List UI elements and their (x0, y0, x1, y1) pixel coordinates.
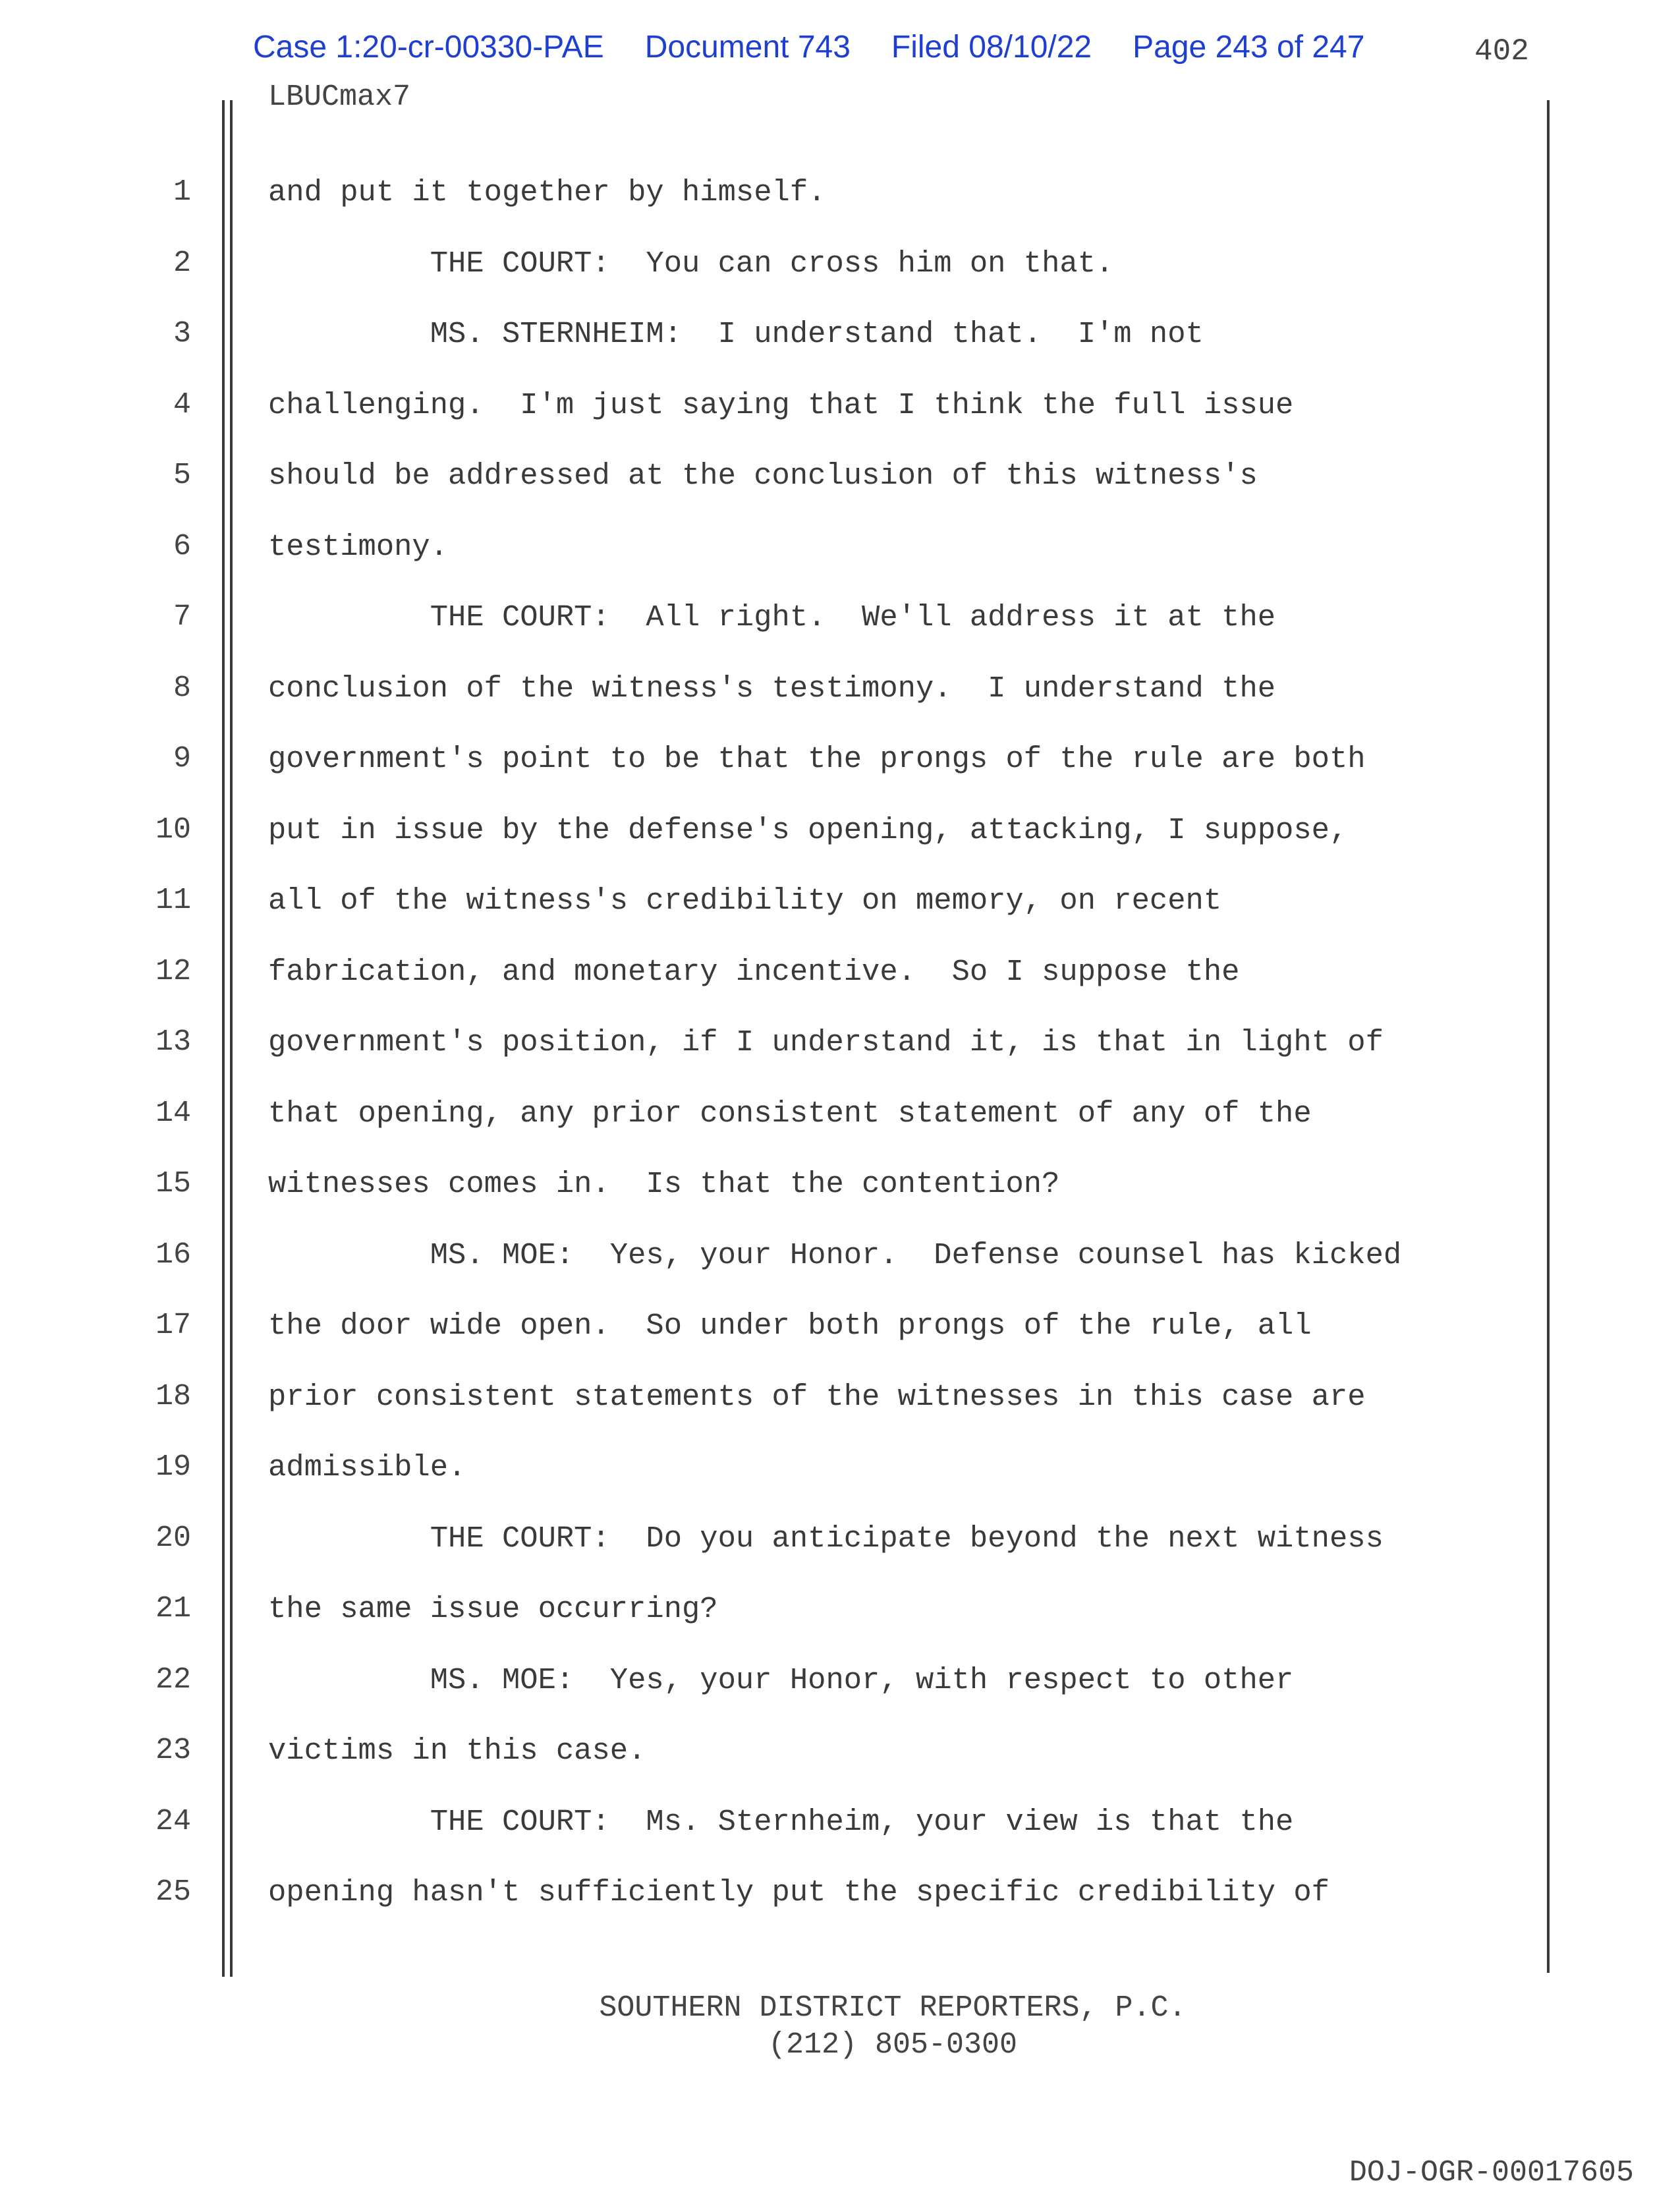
line-number: 5 (173, 459, 191, 492)
line-number: 16 (155, 1238, 191, 1272)
case-number: Case 1:20-cr-00330-PAE (253, 30, 604, 65)
transcript-line: all of the witness's credibility on memory, on recent (268, 884, 1222, 918)
transcript-line: that opening, any prior consistent statement of any of the (268, 1096, 1312, 1131)
transcript-line: government's point to be that the prongs of the rule are both (268, 742, 1366, 776)
line-number: 7 (173, 600, 191, 634)
document-number: Document 743 (644, 30, 851, 65)
page-footer (0, 1990, 1680, 2064)
left-margin-rule-inner (230, 100, 233, 1977)
line-number: 6 (173, 530, 191, 563)
transcript-line: put in issue by the defense's opening, attacking, I suppose, (268, 813, 1348, 847)
transcript-line: and put it together by himself. (268, 175, 826, 210)
filed-date: Filed 08/10/22 (891, 30, 1092, 65)
transcript-page-number: 402 (1474, 34, 1529, 69)
case-code: LBUCmax7 (268, 80, 411, 114)
line-number: 3 (173, 317, 191, 351)
filing-header (253, 29, 1405, 65)
transcript-line: THE COURT: Ms. Sternheim, your view is that the (268, 1805, 1294, 1839)
transcript-line: admissible. (268, 1450, 466, 1485)
line-number: 2 (173, 246, 191, 280)
transcript-line: MS. MOE: Yes, your Honor, with respect to other (268, 1663, 1294, 1697)
line-number: 24 (155, 1805, 191, 1838)
transcript-line: fabrication, and monetary incentive. So I suppose the (268, 955, 1240, 989)
transcript-line: the same issue occurring? (268, 1592, 718, 1626)
line-number: 1 (173, 175, 191, 209)
transcript-line: challenging. I'm just saying that I think the full issue (268, 388, 1294, 422)
line-number: 12 (155, 955, 191, 988)
transcript-line: THE COURT: Do you anticipate beyond the next witness (268, 1521, 1384, 1556)
transcript-line: should be addressed at the conclusion of this witness's (268, 459, 1258, 493)
transcript-line: government's position, if I understand it, is that in light of (268, 1025, 1384, 1060)
right-margin-rule (1547, 100, 1550, 1973)
reporter-name: SOUTHERN DISTRICT REPORTERS, P.C. (599, 1991, 1187, 2025)
line-number: 13 (155, 1025, 191, 1059)
line-number: 11 (155, 884, 191, 917)
page-of-total: Page 243 of 247 (1133, 30, 1365, 65)
transcript-line: prior consistent statements of the witnesses in this case are (268, 1380, 1366, 1414)
bates-number: DOJ-OGR-00017605 (1349, 2156, 1634, 2190)
line-number: 22 (155, 1663, 191, 1697)
line-number: 20 (155, 1521, 191, 1555)
transcript-line: conclusion of the witness's testimony. I understand the (268, 671, 1276, 706)
transcript-line: opening hasn't sufficiently put the specific credibility of (268, 1875, 1330, 1910)
reporter-phone: (212) 805-0300 (768, 2028, 1018, 2062)
line-number: 9 (173, 742, 191, 776)
line-number: 10 (155, 813, 191, 847)
line-number: 19 (155, 1450, 191, 1484)
line-number: 8 (173, 671, 191, 705)
left-margin-rule (222, 100, 225, 1977)
line-number: 25 (155, 1875, 191, 1909)
transcript-line: testimony. (268, 530, 449, 564)
line-number: 14 (155, 1096, 191, 1130)
line-number: 15 (155, 1167, 191, 1201)
transcript-line: victims in this case. (268, 1734, 646, 1768)
line-number: 23 (155, 1734, 191, 1767)
line-number: 18 (155, 1380, 191, 1413)
transcript-line: MS. STERNHEIM: I understand that. I'm not (268, 317, 1204, 351)
line-number: 17 (155, 1309, 191, 1342)
line-number: 21 (155, 1592, 191, 1626)
transcript-line: THE COURT: All right. We'll address it at the (268, 600, 1276, 635)
transcript-line: MS. MOE: Yes, your Honor. Defense counsel has kicked (268, 1238, 1402, 1272)
transcript-line: witnesses comes in. Is that the contention? (268, 1167, 1060, 1201)
transcript-line: THE COURT: You can cross him on that. (268, 246, 1114, 281)
transcript-line: the door wide open. So under both prongs of the rule, all (268, 1309, 1312, 1343)
line-number: 4 (173, 388, 191, 422)
